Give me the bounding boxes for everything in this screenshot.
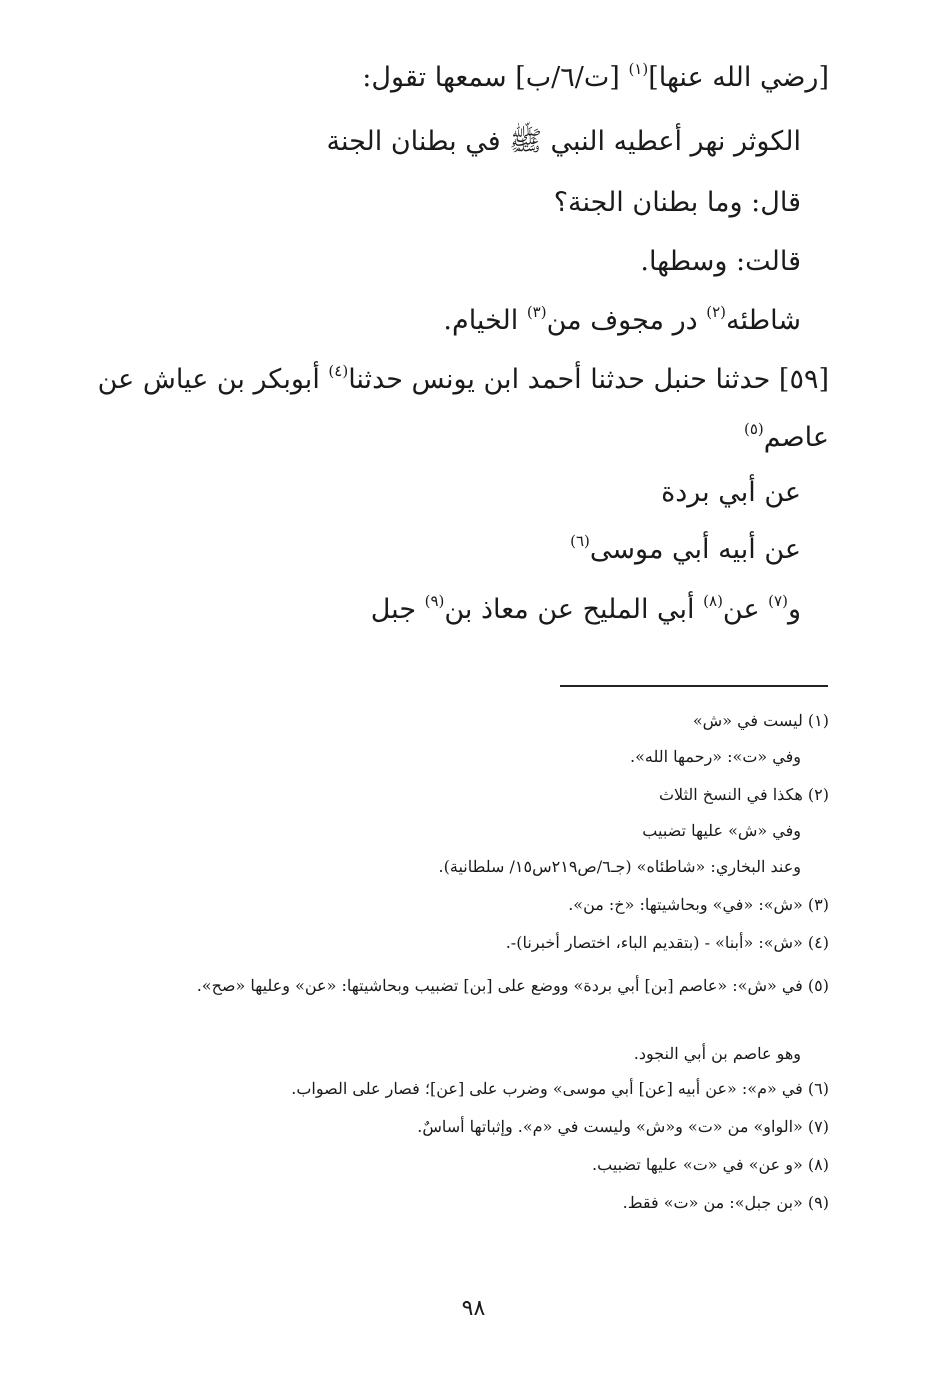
text-line-8: عن أبي بردة [661, 477, 801, 508]
footnote-1-cont: وفي «ت»: «رحمها الله». [630, 747, 801, 766]
footnote-ref-2: (٢) [706, 303, 727, 321]
page-number: ٩٨ [461, 1296, 486, 1321]
text-line-10: و$^{(٧)}$ عن$^{(٨)}$ أبي المليح عن معاذ بن$^{(٩)}$ جبل [370, 592, 801, 625]
footnote-separator [560, 685, 828, 687]
footnote-7: (٧) «الواو» من «ت» و«ش» وليست في «م». وإثباتها أساسٌ. [417, 1117, 829, 1136]
footnote-ref-5: (٥) [743, 420, 764, 438]
text-line-3: قال: وما بطنان الجنة؟ [553, 187, 801, 218]
text-line-1: [رضي الله عنها]$^{(١)}$ [ت/٦/ب] سمعها تقول: [362, 60, 829, 93]
footnote-2: (٢) هكذا في النسخ الثلاث [658, 785, 829, 804]
footnote-5: (٥) في «ش»: «عاصم [بن] أبي بردة» ووضع على [بن] تضبيب وبحاشيتها: «عن» وعليها «صح». [196, 976, 829, 995]
footnote-3: (٣) «ش»: «في» وبحاشيتها: «خ: من». [568, 895, 829, 914]
footnote-1: (١) ليست في «ش» [692, 711, 829, 730]
footnote-5-cont: وهو عاصم بن أبي النجود. [633, 1044, 801, 1063]
footnote-ref-1: (١) [628, 60, 649, 78]
footnote-9: (٩) «بن جبل»: من «ت» فقط. [622, 1193, 829, 1212]
text-line-4: قالت: وسطها. [640, 246, 801, 277]
footnote-ref-9: (٩) [424, 592, 445, 610]
footnote-8: (٨) «و عن» في «ت» عليها تضبيب. [592, 1155, 829, 1174]
text-line-6: [٥٩] حدثنا حنبل حدثنا أحمد ابن يونس حدثنا$^{(٤)}$ أبوبكر بن عياش عن [97, 362, 829, 395]
text-line-5: شاطئه$^{(٢)}$ در مجوف من$^{(٣)}$ الخيام. [443, 303, 801, 336]
footnote-ref-6: (٦) [570, 532, 590, 550]
text-line-9: عن أبيه أبي موسى$^{(٦)}$ [570, 532, 801, 565]
footnote-2-cont: وفي «ش» عليها تضبيب [642, 821, 801, 840]
text-line-2: الكوثر نهر أعطيه النبي ﷺ في بطنان الجنة [326, 126, 801, 157]
footnote-ref-7: (٧) [768, 592, 788, 610]
footnote-ref-4: (٤) [328, 362, 349, 380]
footnote-6: (٦) في «م»: «عن أبيه [عن] أبي موسى» وضرب على [عن]؛ فصار على الصواب. [291, 1079, 829, 1098]
footnote-ref-8: (٨) [703, 592, 723, 610]
footnote-4: (٤) «ش»: «أبنا» - (بتقديم الباء، اختصار أخبرنا)-. [505, 933, 829, 952]
footnote-ref-3: (٣) [526, 303, 547, 321]
text-line-7: عاصم$^{(٥)}$ [743, 420, 829, 453]
footnote-2-cont-2: وعند البخاري: «شاطئاه» (جـ٦/ص٢١٩س١٥/ سلطانية). [438, 857, 801, 876]
